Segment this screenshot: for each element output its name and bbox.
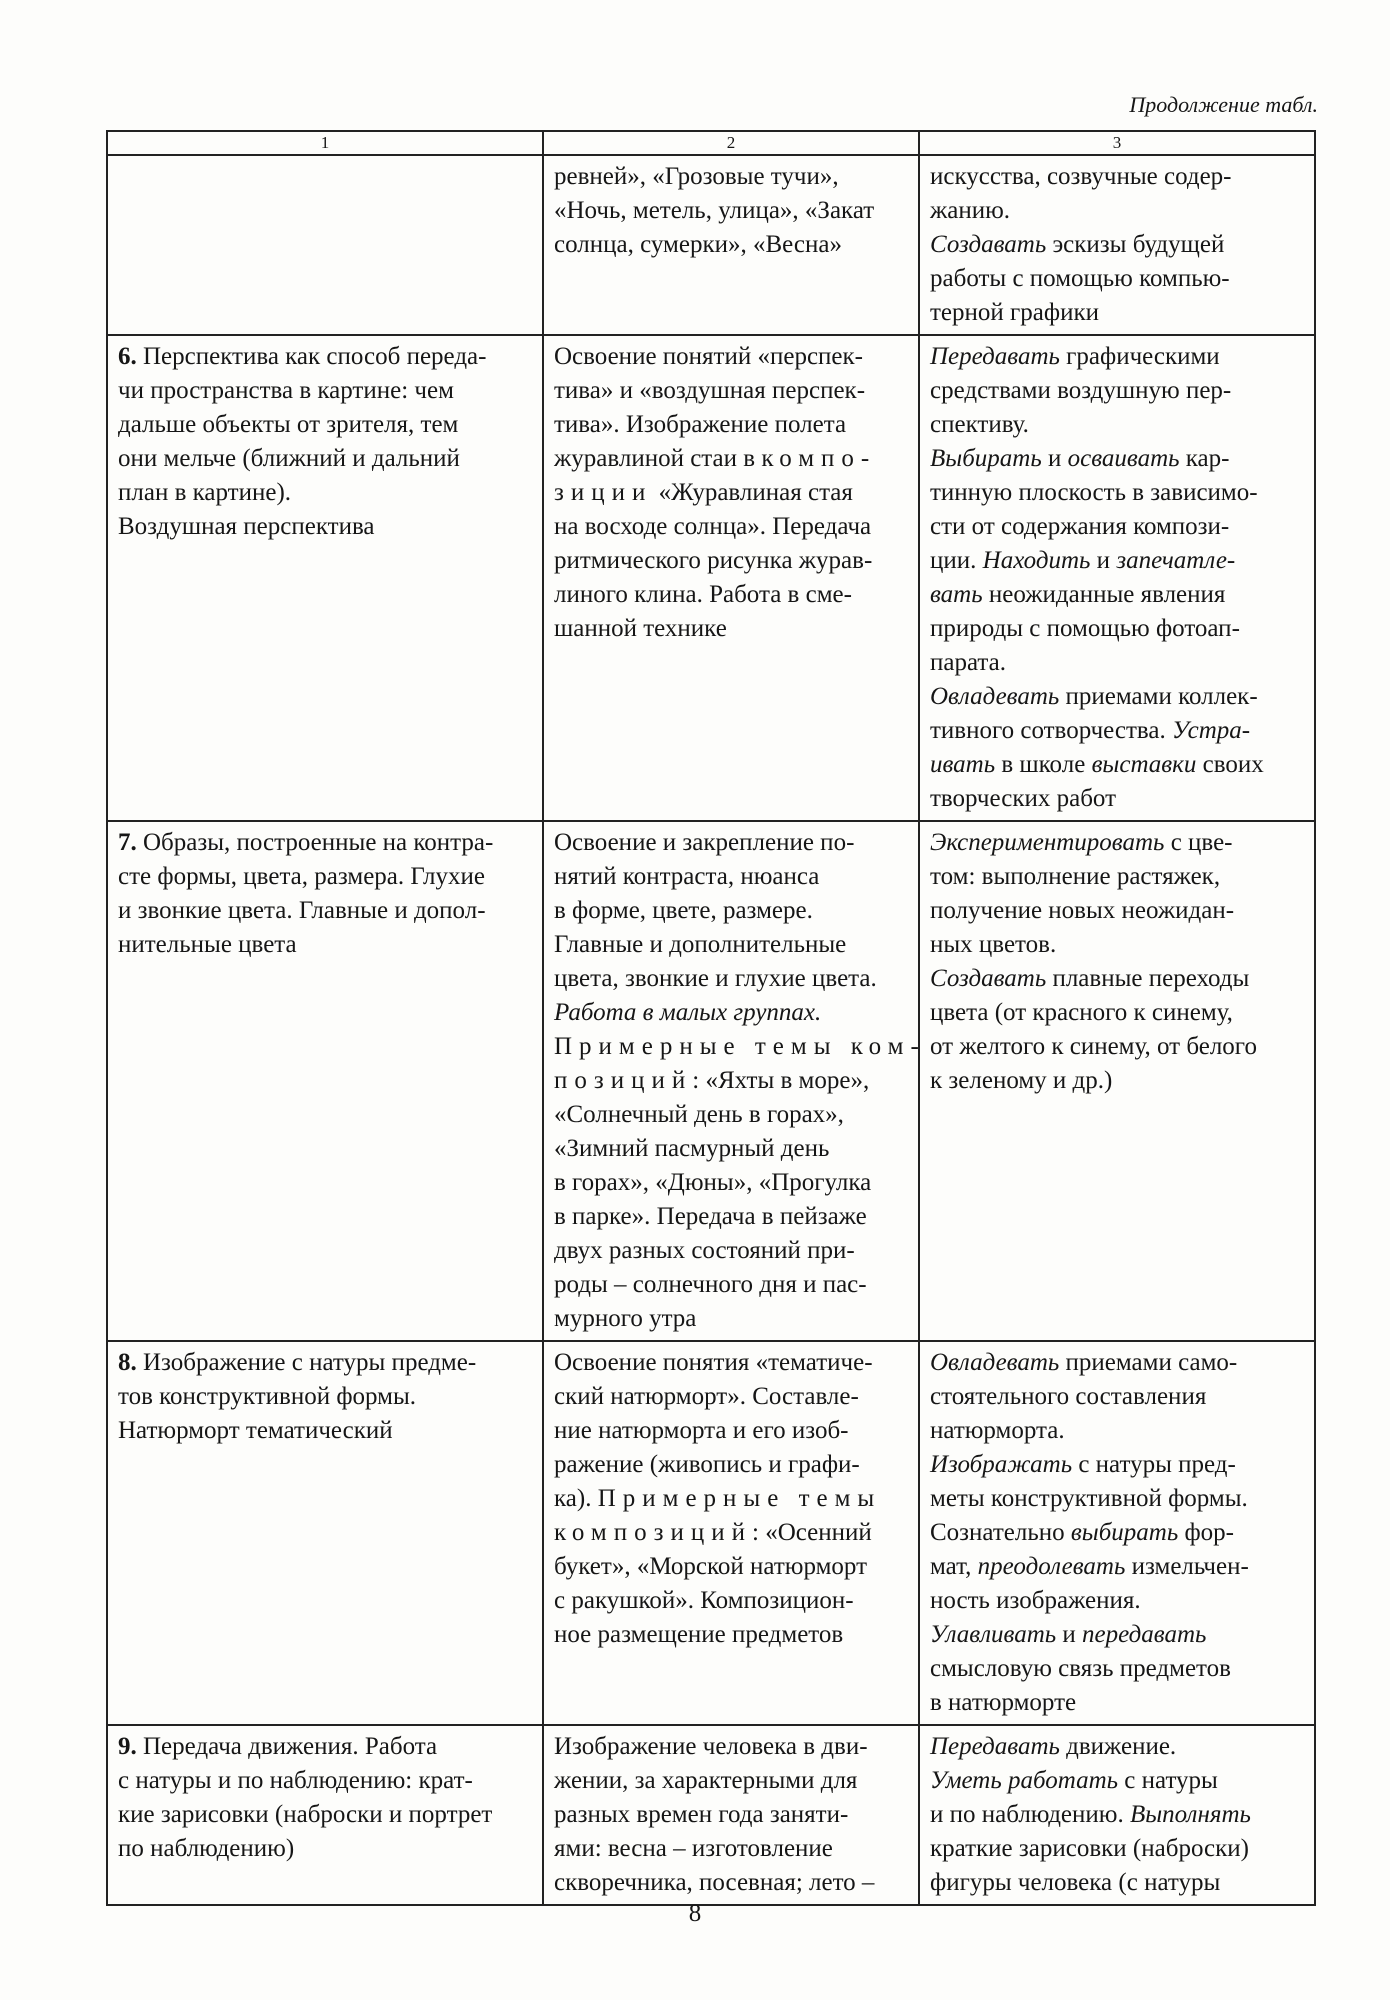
text-line: [118, 1380, 532, 1414]
column-header-3: 3: [919, 131, 1315, 155]
text-segment: краткие зарисовки (наброски): [930, 1835, 1250, 1862]
text-segment: плавные переходы: [1046, 965, 1250, 992]
text-segment: тов конструктивной формы.: [118, 1383, 417, 1410]
text-segment: фигуры человека (с натуры: [930, 1869, 1221, 1896]
text-segment: с натуры и по наблюдению: крат-: [118, 1767, 473, 1794]
text-segment: план в картине).: [118, 479, 292, 506]
table-cell-col-2: [543, 1725, 919, 1905]
text-line: [930, 1346, 1304, 1380]
text-line: [554, 1098, 908, 1132]
table-continuation-caption: Продолжение табл.: [1129, 92, 1318, 117]
text-line: [930, 194, 1304, 228]
text-line: [118, 826, 532, 860]
text-segment: шанной технике: [554, 615, 727, 642]
text-line: [554, 894, 908, 928]
text-segment: мат,: [930, 1553, 978, 1580]
text-segment: Передавать: [930, 1733, 1060, 1760]
table-cell-col-1: [107, 155, 543, 335]
text-segment: приемами коллек-: [1059, 683, 1258, 710]
text-line: [554, 476, 908, 510]
text-line: [930, 510, 1304, 544]
text-segment: зиции: [554, 479, 653, 506]
text-segment: 8.: [118, 1349, 137, 1376]
text-segment: двух разных состояний при-: [554, 1237, 855, 1264]
text-segment: Примерные темы ком-: [554, 1033, 926, 1060]
text-line: [930, 782, 1304, 816]
text-segment: ка).: [554, 1485, 598, 1512]
text-segment: ность изображения.: [930, 1587, 1141, 1614]
text-line: [554, 1618, 908, 1652]
text-segment: Главные и дополнительные: [554, 931, 847, 958]
text-line: [118, 894, 532, 928]
text-line: [554, 1482, 908, 1516]
text-segment: ции.: [930, 547, 983, 574]
text-segment: Работа в малых группах.: [554, 999, 822, 1026]
text-segment: эскизы будущей: [1046, 231, 1225, 258]
text-line: [930, 442, 1304, 476]
text-segment: Освоение понятия «тематиче-: [554, 1349, 873, 1376]
text-line: [118, 1414, 532, 1448]
text-segment: неожиданные явления: [982, 581, 1226, 608]
table-cell-col-3: [919, 1341, 1315, 1725]
text-segment: кие зарисовки (наброски и портрет: [118, 1801, 493, 1828]
text-segment: Изображение человека в дви-: [554, 1733, 868, 1760]
text-segment: осваивать: [1067, 445, 1180, 472]
text-segment: ние натюрморта и его изоб-: [554, 1417, 849, 1444]
text-segment: спективу.: [930, 411, 1029, 438]
text-segment: и по наблюдению.: [930, 1801, 1130, 1828]
text-line: [554, 996, 908, 1030]
text-segment: и: [1056, 1621, 1083, 1648]
text-segment: с цве-: [1164, 829, 1233, 856]
text-segment: ями: весна – изготовление: [554, 1835, 833, 1862]
text-segment: своих: [1196, 751, 1264, 778]
text-line: [554, 442, 908, 476]
text-line: [930, 1764, 1304, 1798]
text-segment: ритмического рисунка журав-: [554, 547, 873, 574]
text-line: [930, 1832, 1304, 1866]
text-line: [930, 928, 1304, 962]
text-line: [554, 962, 908, 996]
text-line: [930, 228, 1304, 262]
text-segment: роды – солнечного дня и пас-: [554, 1271, 867, 1298]
text-segment: в горах», «Дюны», «Прогулка: [554, 1169, 872, 1196]
text-segment: Уметь работать: [930, 1767, 1119, 1794]
text-segment: 7.: [118, 829, 137, 856]
text-segment: средствами воздушную пер-: [930, 377, 1232, 404]
text-line: [930, 714, 1304, 748]
text-segment: запечатле-: [1116, 547, 1236, 574]
text-line: [930, 612, 1304, 646]
text-segment: Экспериментировать: [930, 829, 1165, 856]
text-segment: композиций: [554, 1519, 752, 1546]
text-line: [118, 860, 532, 894]
text-line: [554, 1200, 908, 1234]
text-segment: журавлиной стаи в: [554, 445, 762, 472]
text-segment: приемами само-: [1059, 1349, 1238, 1376]
text-line: [554, 228, 908, 262]
text-line: [554, 1866, 908, 1900]
text-segment: Создавать: [930, 231, 1047, 258]
text-line: [554, 1234, 908, 1268]
column-header-2: 2: [543, 131, 919, 155]
text-segment: Освоение и закрепление по-: [554, 829, 855, 856]
text-segment: Изображать: [930, 1451, 1073, 1478]
text-line: [930, 826, 1304, 860]
text-segment: в форме, цвете, размере.: [554, 897, 813, 924]
text-line: [554, 1132, 908, 1166]
text-line: [554, 374, 908, 408]
text-line: [930, 408, 1304, 442]
table-row: [107, 335, 1315, 821]
text-line: [930, 1618, 1304, 1652]
text-line: [554, 1550, 908, 1584]
text-segment: ражение (живопись и графи-: [554, 1451, 860, 1478]
text-segment: Изображение с натуры предме-: [136, 1349, 477, 1376]
text-segment: по наблюдению): [118, 1835, 295, 1862]
text-segment: ное размещение предметов: [554, 1621, 844, 1648]
text-line: [554, 1448, 908, 1482]
table-row: [107, 821, 1315, 1341]
text-segment: линого клина. Работа в сме-: [554, 581, 852, 608]
text-line: [930, 1482, 1304, 1516]
text-line: [554, 1030, 926, 1064]
table-row: [107, 1341, 1315, 1725]
text-line: [554, 194, 908, 228]
text-segment: «Зимний пасмурный день: [554, 1135, 830, 1162]
text-segment: и звонкие цвета. Главные и допол-: [118, 897, 486, 924]
text-line: [554, 578, 908, 612]
text-line: [118, 476, 532, 510]
text-segment: меты конструктивной формы.: [930, 1485, 1248, 1512]
text-segment: они мельче (ближний и дальний: [118, 445, 460, 472]
table-cell-col-3: [919, 821, 1315, 1341]
text-segment: получение новых неожидан-: [930, 897, 1235, 924]
text-line: [930, 1448, 1304, 1482]
text-line: [930, 1414, 1304, 1448]
text-segment: Освоение понятий «перспек-: [554, 343, 863, 370]
text-line: [554, 1346, 908, 1380]
text-segment: с натуры пред-: [1072, 1451, 1236, 1478]
text-line: [554, 1166, 908, 1200]
table-row: [107, 155, 1315, 335]
table-cell-col-3: [919, 1725, 1315, 1905]
text-line: [930, 476, 1304, 510]
table-cell-col-2: [543, 335, 919, 821]
text-segment: Овладевать: [930, 683, 1060, 710]
text-segment: цвета, звонкие и глухие цвета.: [554, 965, 877, 992]
text-line: [118, 340, 532, 374]
text-line: [930, 1798, 1304, 1832]
text-line: [930, 1652, 1304, 1686]
text-line: [554, 544, 908, 578]
text-segment: сти от содержания компози-: [930, 513, 1230, 540]
text-segment: Передача движения. Работа: [136, 1733, 438, 1760]
text-line: [554, 510, 908, 544]
text-segment: Устра-: [1171, 717, 1251, 744]
text-segment: ский натюрморт». Составле-: [554, 1383, 859, 1410]
text-line: [554, 160, 908, 194]
text-segment: «Солнечный день в горах»,: [554, 1101, 844, 1128]
text-line: [118, 928, 532, 962]
text-line: [554, 1516, 908, 1550]
text-line: [930, 374, 1304, 408]
text-line: [930, 340, 1304, 374]
text-segment: в парке». Передача в пейзаже: [554, 1203, 867, 1230]
text-segment: компо-: [761, 445, 877, 472]
text-line: [930, 160, 1304, 194]
text-line: [554, 928, 908, 962]
text-segment: выставки: [1091, 751, 1197, 778]
text-line: [118, 1730, 532, 1764]
text-segment: искусства, созвучные содер-: [930, 163, 1232, 190]
text-segment: дальше объекты от зрителя, тем: [118, 411, 459, 438]
text-segment: цвета (от красного к синему,: [930, 999, 1233, 1026]
table-cell-col-1: [107, 1725, 543, 1905]
text-line: [118, 510, 532, 544]
text-segment: Передавать: [930, 343, 1060, 370]
text-segment: том: выполнение растяжек,: [930, 863, 1221, 890]
table-cell-col-1: [107, 335, 543, 821]
text-line: [118, 1798, 532, 1832]
text-segment: букет», «Морской натюрморт: [554, 1553, 867, 1580]
text-segment: солнца, сумерки», «Весна»: [554, 231, 842, 258]
text-line: [554, 1064, 908, 1098]
text-segment: с натуры: [1118, 1767, 1218, 1794]
text-segment: и: [1090, 547, 1117, 574]
text-line: [930, 1686, 1304, 1720]
text-line: [554, 1584, 908, 1618]
text-line: [554, 1764, 908, 1798]
text-line: [118, 408, 532, 442]
text-line: [930, 262, 1304, 296]
text-segment: терной графики: [930, 299, 1099, 326]
text-line: [930, 680, 1304, 714]
column-header-1: 1: [107, 131, 543, 155]
text-segment: Выполнять: [1129, 1801, 1251, 1828]
text-segment: смысловую связь предметов: [930, 1655, 1231, 1682]
text-line: [554, 612, 908, 646]
text-line: [930, 894, 1304, 928]
text-segment: жанию.: [930, 197, 1011, 224]
text-segment: работы с помощью компью-: [930, 265, 1230, 292]
text-segment: на восходе солнца». Передача: [554, 513, 872, 540]
text-line: [930, 1516, 1304, 1550]
text-line: [930, 1550, 1304, 1584]
text-segment: ных цветов.: [930, 931, 1057, 958]
text-segment: сте формы, цвета, размера. Глухие: [118, 863, 485, 890]
text-line: [118, 1346, 532, 1380]
text-segment: нительные цвета: [118, 931, 297, 958]
text-line: [554, 408, 908, 442]
text-segment: ревней», «Грозовые тучи»,: [554, 163, 839, 190]
text-segment: позиций: [554, 1067, 693, 1094]
text-line: [554, 1832, 908, 1866]
text-segment: Воздушная перспектива: [118, 513, 375, 540]
text-line: [118, 374, 532, 408]
text-segment: движение.: [1059, 1733, 1177, 1760]
text-line: [554, 1302, 908, 1336]
text-segment: и: [1041, 445, 1068, 472]
text-line: [554, 1268, 908, 1302]
text-segment: «Ночь, метель, улица», «Закат: [554, 197, 875, 224]
page-number: 8: [688, 1900, 702, 1927]
text-segment: творческих работ: [930, 785, 1117, 812]
text-segment: от желтого к синему, от белого: [930, 1033, 1257, 1060]
text-segment: передавать: [1082, 1621, 1207, 1648]
text-line: [930, 962, 1304, 996]
text-segment: Создавать: [930, 965, 1047, 992]
text-line: [554, 826, 908, 860]
text-segment: 6.: [118, 343, 137, 370]
text-segment: скворечника, посевная; лето –: [554, 1869, 875, 1896]
text-segment: к зеленому и др.): [930, 1067, 1113, 1094]
text-line: [554, 1798, 908, 1832]
text-segment: Перспектива как способ переда-: [136, 343, 487, 370]
text-line: [554, 860, 908, 894]
text-line: [118, 1832, 532, 1866]
text-segment: тива». Изображение полета: [554, 411, 847, 438]
text-segment: Улавливать: [930, 1621, 1057, 1648]
table-cell-col-1: [107, 1341, 543, 1725]
text-line: [554, 1414, 908, 1448]
text-line: [930, 860, 1304, 894]
text-segment: мурного утра: [554, 1305, 697, 1332]
text-segment: измельчен-: [1125, 1553, 1249, 1580]
text-line: [118, 1764, 532, 1798]
text-segment: Натюрморт тематический: [118, 1417, 393, 1444]
text-line: [930, 1064, 1304, 1098]
text-segment: графическими: [1059, 343, 1220, 370]
text-segment: : «Осенний: [752, 1519, 872, 1546]
text-segment: в школе: [995, 751, 1092, 778]
table-row: [107, 1725, 1315, 1905]
text-line: [930, 1380, 1304, 1414]
text-segment: чи пространства в картине: чем: [118, 377, 454, 404]
text-line: [930, 996, 1304, 1030]
text-line: [930, 646, 1304, 680]
text-segment: тивного сотворчества.: [930, 717, 1172, 744]
text-segment: стоятельного составления: [930, 1383, 1207, 1410]
table-cell-col-3: [919, 335, 1315, 821]
text-segment: 9.: [118, 1733, 137, 1760]
text-line: [554, 1380, 908, 1414]
table-header-row: [107, 131, 1315, 155]
text-segment: ивать: [930, 751, 996, 778]
text-segment: «Журавлиная стая: [652, 479, 853, 506]
text-segment: Овладевать: [930, 1349, 1060, 1376]
text-line: [554, 1730, 908, 1764]
table-cell-col-2: [543, 821, 926, 1341]
text-segment: : «Яхты в море»,: [692, 1067, 870, 1094]
text-line: [930, 296, 1304, 330]
text-line: [930, 748, 1304, 782]
text-segment: Находить: [982, 547, 1091, 574]
text-segment: Выбирать: [930, 445, 1042, 472]
text-segment: тива» и «воздушная перспек-: [554, 377, 866, 404]
text-segment: в натюрморте: [930, 1689, 1077, 1716]
text-segment: природы с помощью фотоап-: [930, 615, 1240, 642]
text-segment: с ракушкой». Композицион-: [554, 1587, 854, 1614]
text-segment: выбирать: [1070, 1519, 1179, 1546]
text-line: [930, 544, 1304, 578]
text-line: [930, 1730, 1304, 1764]
text-segment: Примерные темы: [597, 1485, 882, 1512]
table-cell-col-1: [107, 821, 543, 1341]
text-segment: жении, за характерными для: [554, 1767, 858, 1794]
text-line: [118, 442, 532, 476]
text-line: [930, 1866, 1304, 1900]
table-cell-col-2: [543, 155, 919, 335]
curriculum-table: [106, 130, 1316, 1906]
text-segment: разных времен года заняти-: [554, 1801, 849, 1828]
text-line: [930, 1030, 1304, 1064]
text-line: [930, 578, 1304, 612]
text-segment: фор-: [1178, 1519, 1234, 1546]
table-cell-col-2: [543, 1341, 919, 1725]
text-segment: тинную плоскость в зависимо-: [930, 479, 1258, 506]
text-line: [930, 1584, 1304, 1618]
text-segment: вать: [930, 581, 983, 608]
table-cell-col-3: [919, 155, 1315, 335]
text-line: [554, 340, 908, 374]
text-segment: нятий контраста, нюанса: [554, 863, 820, 890]
text-segment: натюрморта.: [930, 1417, 1065, 1444]
text-segment: парата.: [930, 649, 1007, 676]
text-segment: кар-: [1179, 445, 1230, 472]
text-segment: преодолевать: [977, 1553, 1126, 1580]
text-segment: Образы, построенные на контра-: [136, 829, 494, 856]
text-segment: Сознательно: [930, 1519, 1071, 1546]
